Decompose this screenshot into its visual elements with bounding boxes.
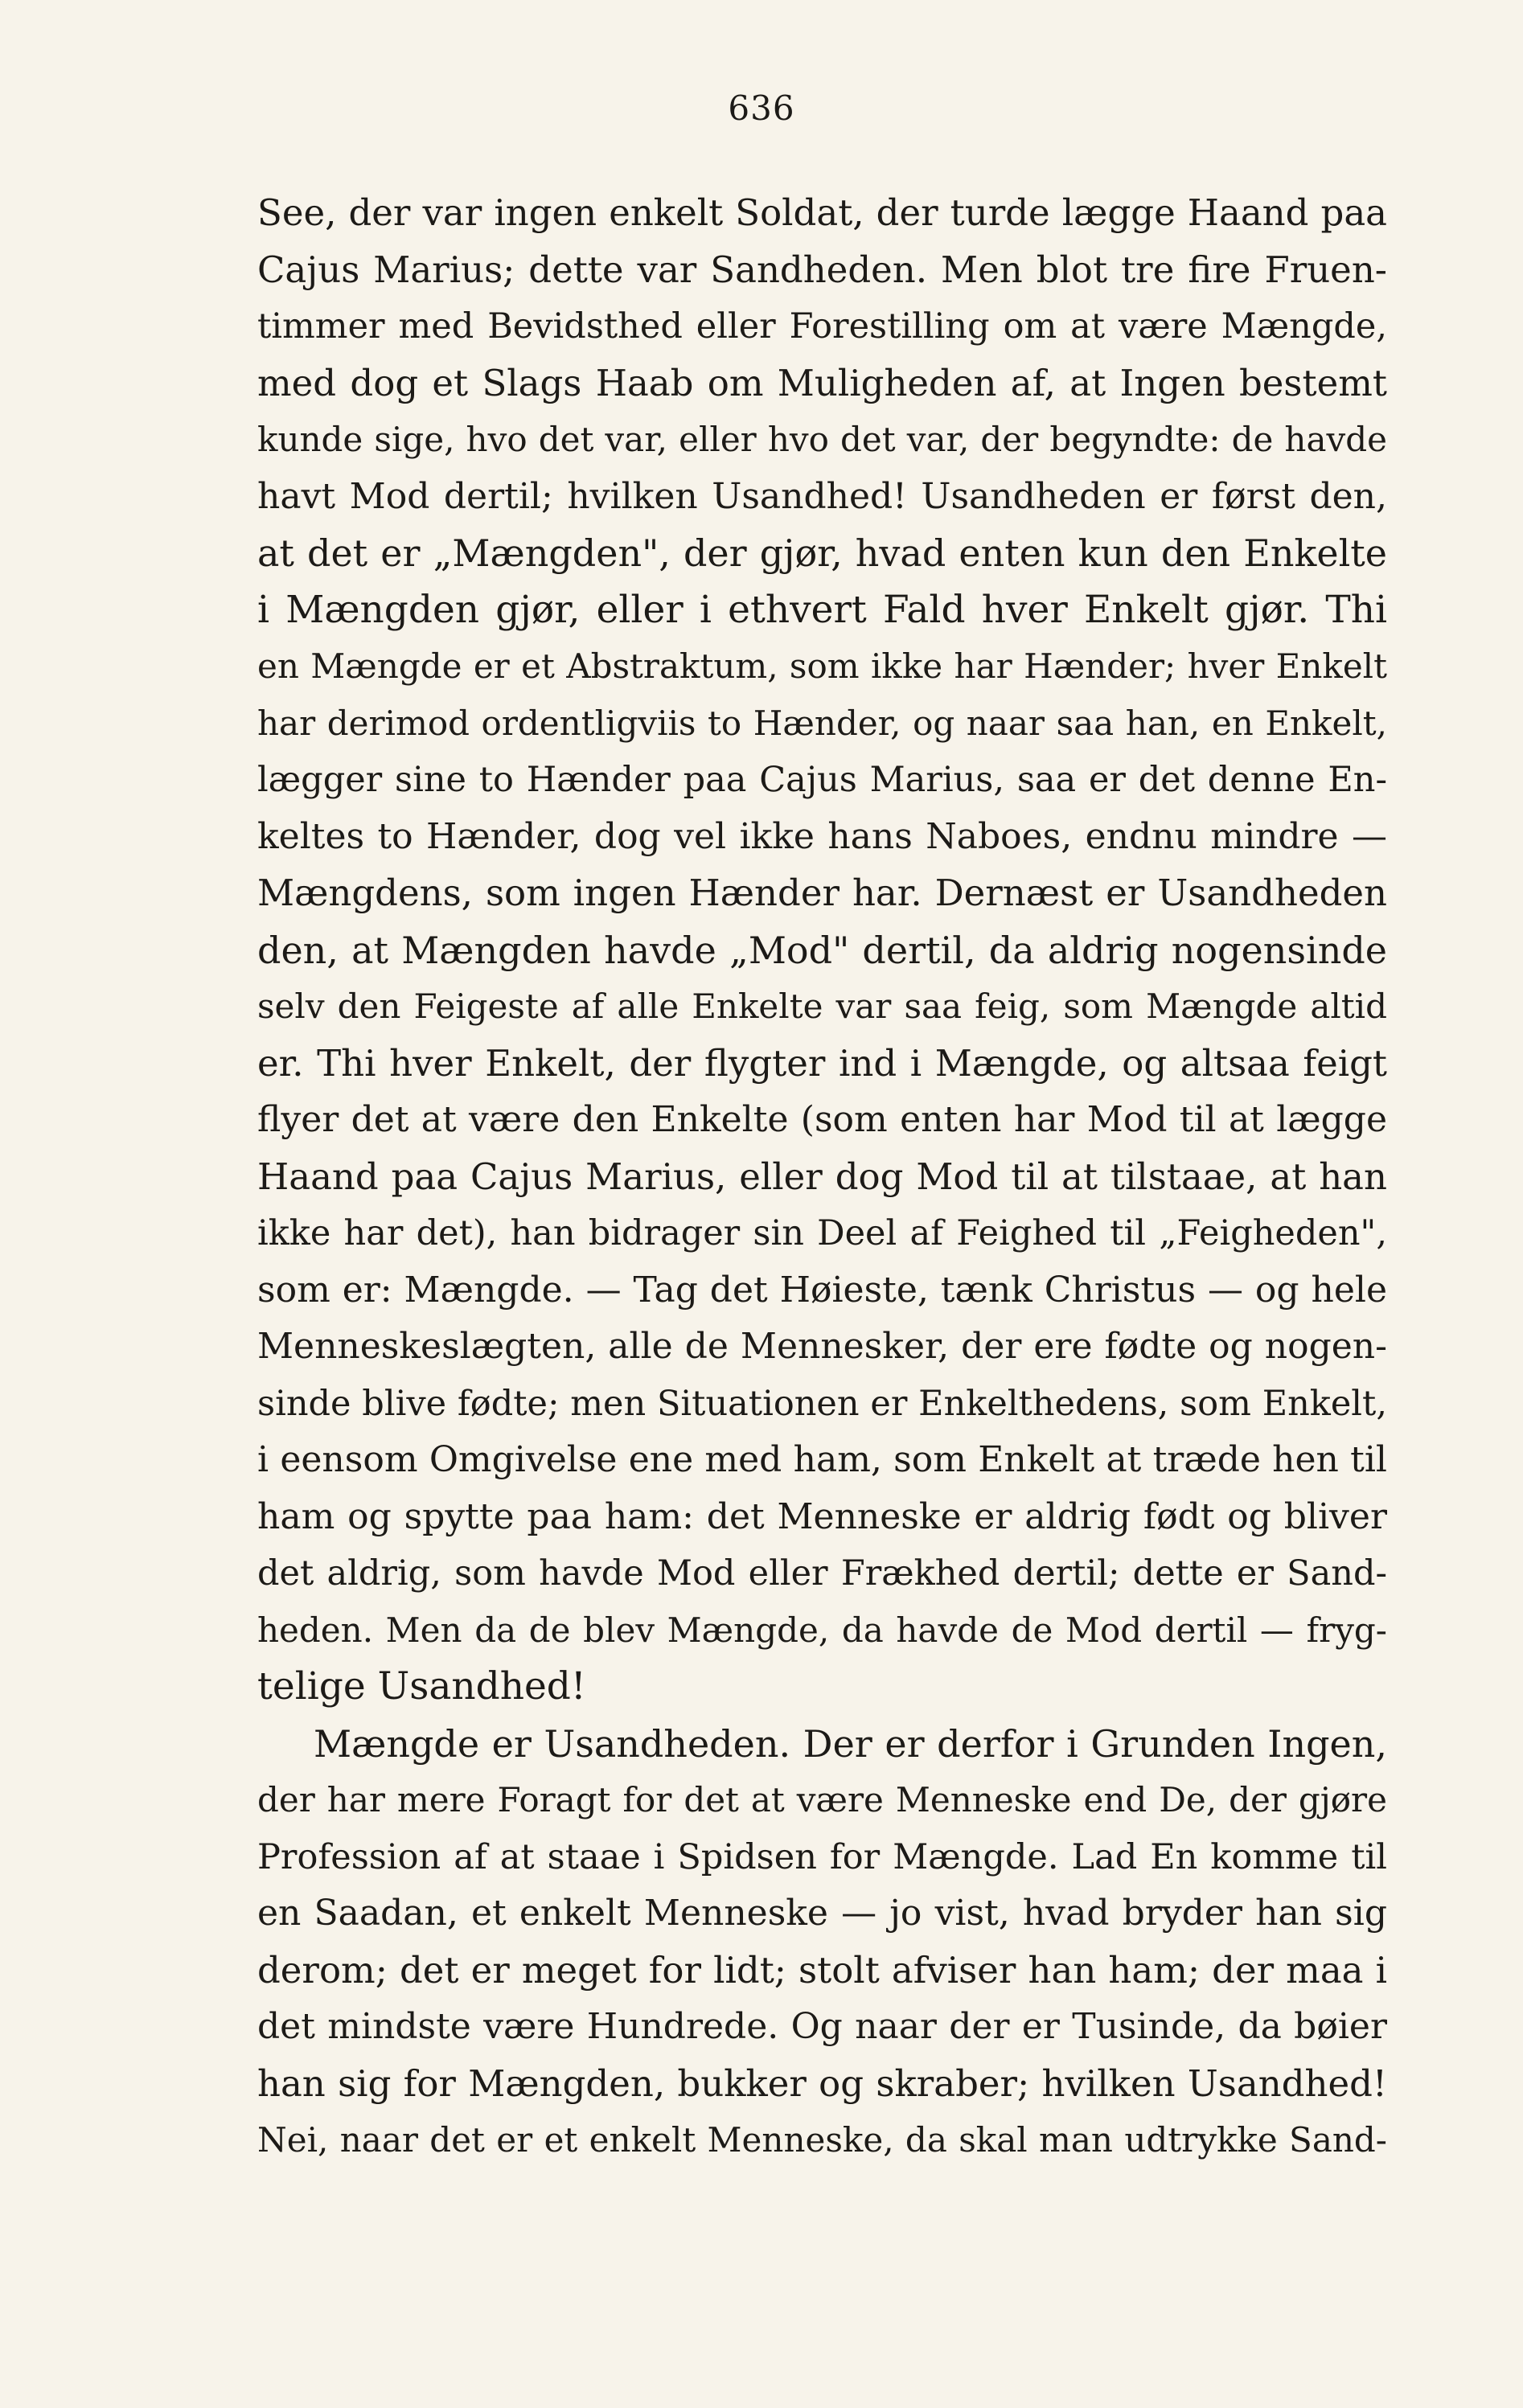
text-line: See, der var ingen enkelt Soldat, der turde lægge Haand paa [257, 191, 1387, 234]
text-line: keltes to Hænder, dog vel ikke hans Naboes, endnu mindre — [257, 815, 1387, 857]
text-line: Profession af at staae i Spidsen for Mængde. Lad En komme til [257, 1836, 1387, 1877]
text-line: Menneskeslægten, alle de Mennesker, der ere fødte og nogen- [257, 1326, 1387, 1367]
text-line: er. Thi hver Enkelt, der flygter ind i Mængde, og altsaa feigt [257, 1041, 1387, 1085]
text-line: der har mere Foragt for det at være Menneske end De, der gjøre [257, 1780, 1387, 1819]
text-line: har derimod ordentligviis to Hænder, og naar saa han, en Enkelt, [257, 703, 1387, 743]
text-line: havt Mod dertil; hvilken Usandhed! Usandheden er først den, [257, 475, 1387, 517]
text-line: heden. Men da de blev Mængde, da havde de Mod dertil — fryg- [257, 1610, 1387, 1650]
text-line: det aldrig, som havde Mod eller Frækhed dertil; dette er Sand- [257, 1553, 1387, 1594]
text-line: Haand paa Cajus Marius, eller dog Mod til at tilstaae, at han [257, 1155, 1387, 1198]
text-line: Mængde er Usandheden. Der er derfor i Grunden Ingen, [314, 1721, 1387, 1766]
text-line: Cajus Marius; dette var Sandheden. Men blot tre fire Fruen- [257, 248, 1387, 291]
text-line: Mængdens, som ingen Hænder har. Dernæst er Usandheden [257, 872, 1387, 914]
text-line: derom; det er meget for lidt; stolt afviser han ham; der maa i [257, 1948, 1387, 1992]
text-line: som er: Mængde. — Tag det Høieste, tænk Christus — og hele [257, 1269, 1387, 1311]
text-line: Nei, naar det er et enkelt Menneske, da skal man udtrykke Sand- [257, 2120, 1387, 2160]
body-text [257, 185, 1387, 2169]
text-line: flyer det at være den Enkelte (som enten har Mod til at lægge [257, 1099, 1387, 1140]
text-line: i eensom Omgivelse ene med ham, som Enkelt at træde hen til [257, 1439, 1387, 1480]
text-line: selv den Feigeste af alle Enkelte var saa feig, som Mængde altid [257, 987, 1387, 1026]
text-line: at det er „Mængden", der gjør, hvad enten kun den Enkelte [257, 531, 1387, 575]
text-line: den, at Mængden havde „Mod" dertil, da aldrig nogensinde [257, 928, 1387, 972]
paragraph [257, 1716, 1387, 2169]
text-line: en Saadan, et enkelt Menneske — jo vist, hvad bryder han sig [257, 1893, 1387, 1934]
text-line: kunde sige, hvo det var, eller hvo det var, der begyndte: de havde [257, 420, 1387, 459]
text-line: ham og spytte paa ham: det Menneske er aldrig født og bliver [257, 1495, 1387, 1537]
text-line: en Mængde er et Abstraktum, som ikke har Hænder; hver Enkelt [257, 646, 1387, 686]
text-line: han sig for Mængden, bukker og skraber; hvilken Usandhed! [257, 2061, 1387, 2105]
page-number: 636 [728, 88, 795, 128]
text-line: sinde blive fødte; men Situationen er Enkelthedens, som Enkelt, [257, 1383, 1387, 1424]
text-line: det mindste være Hundrede. Og naar der er Tusinde, da bøier [257, 2006, 1387, 2047]
text-line: telige Usandhed! [257, 1664, 586, 1709]
text-line: i Mængden gjør, eller i ethvert Fald hver Enkelt gjør. Thi [257, 587, 1387, 632]
text-line: timmer med Bevidsthed eller Forestilling om at være Mængde, [257, 306, 1387, 347]
text-line: med dog et Slags Haab om Muligheden af, at Ingen bestemt [257, 361, 1387, 404]
paragraph [257, 185, 1387, 1716]
text-line: lægger sine to Hænder paa Cajus Marius, saa er det denne En- [257, 760, 1387, 800]
text-line: ikke har det), han bidrager sin Deel af Feighed til „Feigheden", [257, 1213, 1387, 1253]
